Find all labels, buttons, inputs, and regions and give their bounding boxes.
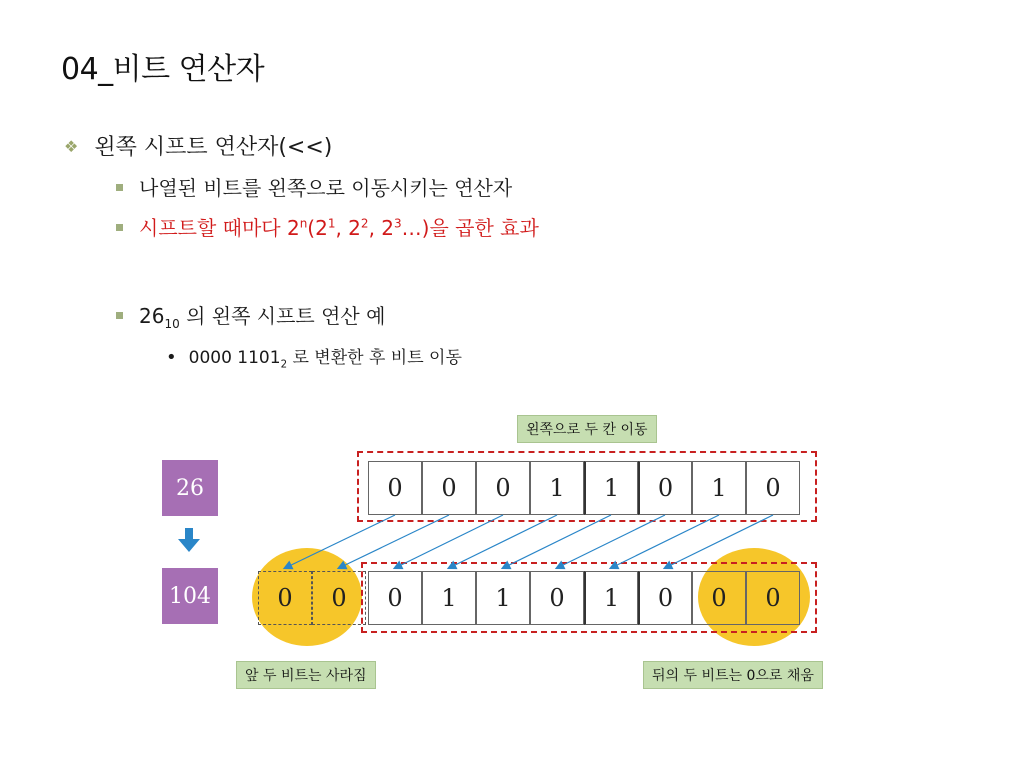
top-bit-cell: 1 — [530, 461, 584, 515]
bullet-level2-description-text: 나열된 비트를 왼쪽으로 이동시키는 연산자 — [139, 176, 513, 200]
top-bit-cell: 0 — [638, 461, 692, 515]
bottom-bit-cell: 1 — [422, 571, 476, 625]
top-bit-cell: 0 — [746, 461, 800, 515]
decimal-104-box: 104 — [162, 568, 218, 624]
bullet-level3-text: 0000 $1101_2$ 로 변환한 후 비트 이동 — [188, 348, 462, 371]
shift-arrow — [557, 515, 665, 568]
bottom-bit-cell: 0 — [368, 571, 422, 625]
shift-arrow — [339, 515, 449, 568]
top-bit-cell: 1 — [692, 461, 746, 515]
filled-bits-label: 뒤의 두 비트는 0으로 채움 — [643, 661, 823, 689]
shift-arrow — [285, 515, 395, 568]
bottom-bit-cell: 1 — [584, 571, 638, 625]
top-bit-cell: 0 — [368, 461, 422, 515]
page-title: 04_비트 연산자 — [61, 52, 265, 87]
bullet-level1-text: 왼쪽 시프트 연산자(<<) — [94, 135, 333, 160]
bottom-bit-cell: 0 — [530, 571, 584, 625]
shift-arrow — [395, 515, 503, 568]
top-bit-cell: 0 — [422, 461, 476, 515]
shift-arrow — [611, 515, 719, 568]
bottom-bit-cell-filled: 0 — [692, 571, 746, 625]
bullet-level2-effect-text: 시프트할 때마다 $2^n(2^1$, $2^2$, $2^3\dots$)을 곱한 효과 — [139, 216, 539, 240]
lost-bits-label: 앞 두 비트는 사라짐 — [236, 661, 376, 689]
bottom-bit-cell-filled: 0 — [746, 571, 800, 625]
bottom-bit-cell: 1 — [476, 571, 530, 625]
lost-bit-cell: 0 — [312, 571, 366, 625]
dot-bullet-icon: • — [166, 347, 177, 368]
shift-arrow — [449, 515, 557, 568]
top-bit-cell: 0 — [476, 461, 530, 515]
shift-description-label: 왼쪽으로 두 칸 이동 — [517, 415, 657, 443]
decimal-26-box: 26 — [162, 460, 218, 516]
top-bit-cell: 1 — [584, 461, 638, 515]
shift-arrow — [665, 515, 773, 568]
lost-bit-cell: 0 — [258, 571, 312, 625]
bottom-bit-cell: 0 — [638, 571, 692, 625]
shift-arrow — [503, 515, 611, 568]
diamond-bullet-icon: ❖ — [64, 137, 79, 156]
bullet-level2-example-text: $26_{10}$ 의 왼쪽 시프트 연산 예 — [139, 304, 386, 331]
